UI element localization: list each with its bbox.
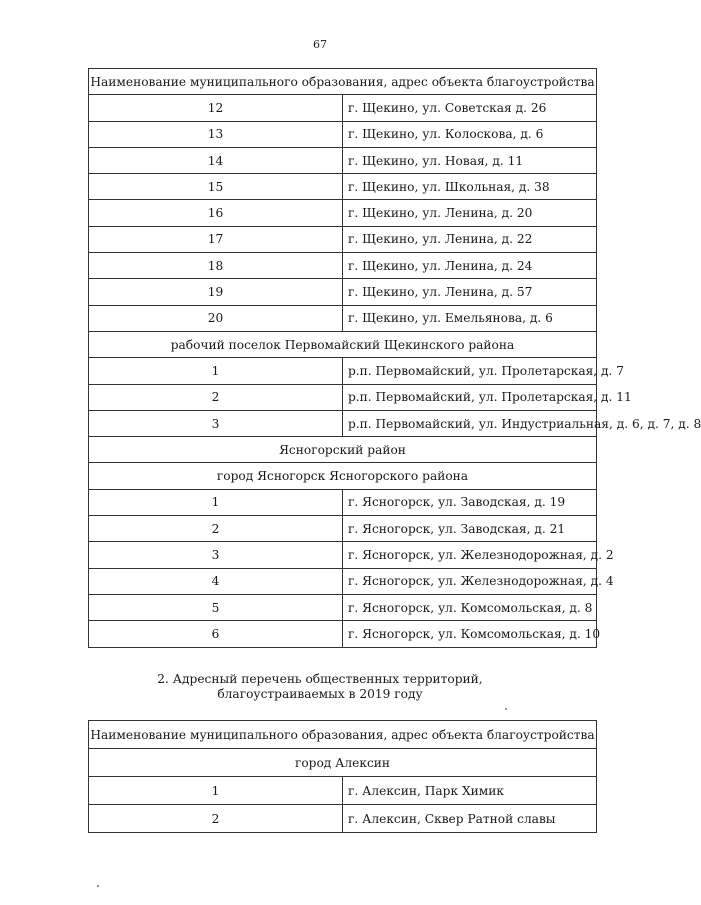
table-row xyxy=(89,542,597,568)
table-group-heading-row xyxy=(89,331,597,357)
row-number-cell: 3 xyxy=(89,410,343,436)
group-heading-cell: Ясногорский район xyxy=(89,437,597,463)
row-number-cell: 1 xyxy=(89,358,343,384)
row-number-cell: 20 xyxy=(89,305,343,331)
address-cell: р.п. Первомайский, ул. Пролетарская, д. 7 xyxy=(343,358,597,384)
address-cell: г. Щекино, ул. Ленина, д. 24 xyxy=(343,253,597,279)
row-number-cell: 14 xyxy=(89,147,343,173)
address-cell: г. Ясногорск, ул. Комсомольская, д. 8 xyxy=(343,594,597,620)
address-cell: г. Щекино, ул. Ленина, д. 20 xyxy=(343,200,597,226)
table-row xyxy=(89,253,597,279)
table-row xyxy=(89,568,597,594)
table-row xyxy=(89,147,597,173)
group-heading-cell: город Ясногорск Ясногорского района xyxy=(89,463,597,489)
group-heading-cell: город Алексин xyxy=(89,749,597,777)
address-cell: г. Щекино, ул. Ленина, д. 22 xyxy=(343,226,597,252)
row-number-cell: 12 xyxy=(89,95,343,121)
table-row xyxy=(89,621,597,647)
address-cell: р.п. Первомайский, ул. Индустриальная, д. 6, д. 7, д. 8 xyxy=(343,410,597,436)
row-number-cell: 1 xyxy=(89,777,343,805)
scan-speck xyxy=(505,708,507,710)
address-cell: г. Ясногорск, ул. Заводская, д. 19 xyxy=(343,489,597,515)
address-cell: г. Ясногорск, ул. Железнодорожная, д. 4 xyxy=(343,568,597,594)
address-cell: г. Щекино, ул. Советская д. 26 xyxy=(343,95,597,121)
table-row xyxy=(89,516,597,542)
row-number-cell: 3 xyxy=(89,542,343,568)
table-header-row xyxy=(89,69,597,95)
group-heading-cell: рабочий поселок Первомайский Щекинского района xyxy=(89,331,597,357)
address-cell: г. Ясногорск, ул. Комсомольская, д. 10 xyxy=(343,621,597,647)
table-group-heading-row xyxy=(89,463,597,489)
address-table-public-areas xyxy=(88,720,597,833)
table-row xyxy=(89,279,597,305)
address-cell: г. Щекино, ул. Новая, д. 11 xyxy=(343,147,597,173)
row-number-cell: 2 xyxy=(89,516,343,542)
address-cell: г. Ясногорск, ул. Железнодорожная, д. 2 xyxy=(343,542,597,568)
table-row xyxy=(89,358,597,384)
row-number-cell: 2 xyxy=(89,805,343,833)
address-cell: г. Ясногорск, ул. Заводская, д. 21 xyxy=(343,516,597,542)
table-row xyxy=(89,410,597,436)
address-cell: г. Щекино, ул. Ленина, д. 57 xyxy=(343,279,597,305)
row-number-cell: 17 xyxy=(89,226,343,252)
address-cell: г. Щекино, ул. Емельянова, д. 6 xyxy=(343,305,597,331)
address-cell: г. Щекино, ул. Колоскова, д. 6 xyxy=(343,121,597,147)
row-number-cell: 19 xyxy=(89,279,343,305)
table-row xyxy=(89,174,597,200)
row-number-cell: 16 xyxy=(89,200,343,226)
row-number-cell: 15 xyxy=(89,174,343,200)
row-number-cell: 1 xyxy=(89,489,343,515)
section-title xyxy=(0,672,640,702)
address-table-courtyards xyxy=(88,68,701,648)
row-number-cell: 18 xyxy=(89,253,343,279)
address-cell: г. Алексин, Сквер Ратной славы xyxy=(343,805,597,833)
row-number-cell: 5 xyxy=(89,594,343,620)
table-row xyxy=(89,489,597,515)
table-group-heading-row xyxy=(89,437,597,463)
page-number: 67 xyxy=(313,38,327,51)
section-title-line-2: благоустраиваемых в 2019 году xyxy=(217,687,423,701)
table-row xyxy=(89,777,597,805)
table-header-row xyxy=(89,721,597,749)
row-number-cell: 4 xyxy=(89,568,343,594)
address-cell: г. Алексин, Парк Химик xyxy=(343,777,597,805)
table-header-cell: Наименование муниципального образования, адрес объекта благоустройства xyxy=(89,721,597,749)
table-row xyxy=(89,95,597,121)
table-row xyxy=(89,226,597,252)
table-group-heading-row xyxy=(89,749,597,777)
address-cell: г. Щекино, ул. Школьная, д. 38 xyxy=(343,174,597,200)
row-number-cell: 13 xyxy=(89,121,343,147)
table-row xyxy=(89,384,597,410)
row-number-cell: 2 xyxy=(89,384,343,410)
table-row xyxy=(89,594,597,620)
table-row xyxy=(89,200,597,226)
scan-speck xyxy=(97,885,99,887)
table-row xyxy=(89,121,597,147)
row-number-cell: 6 xyxy=(89,621,343,647)
section-title-line-1: 2. Адресный перечень общественных территорий, xyxy=(157,672,483,686)
table-row xyxy=(89,305,597,331)
table-row xyxy=(89,805,597,833)
table-header-cell: Наименование муниципального образования, адрес объекта благоустройства xyxy=(89,69,597,95)
address-cell: р.п. Первомайский, ул. Пролетарская, д. 11 xyxy=(343,384,597,410)
